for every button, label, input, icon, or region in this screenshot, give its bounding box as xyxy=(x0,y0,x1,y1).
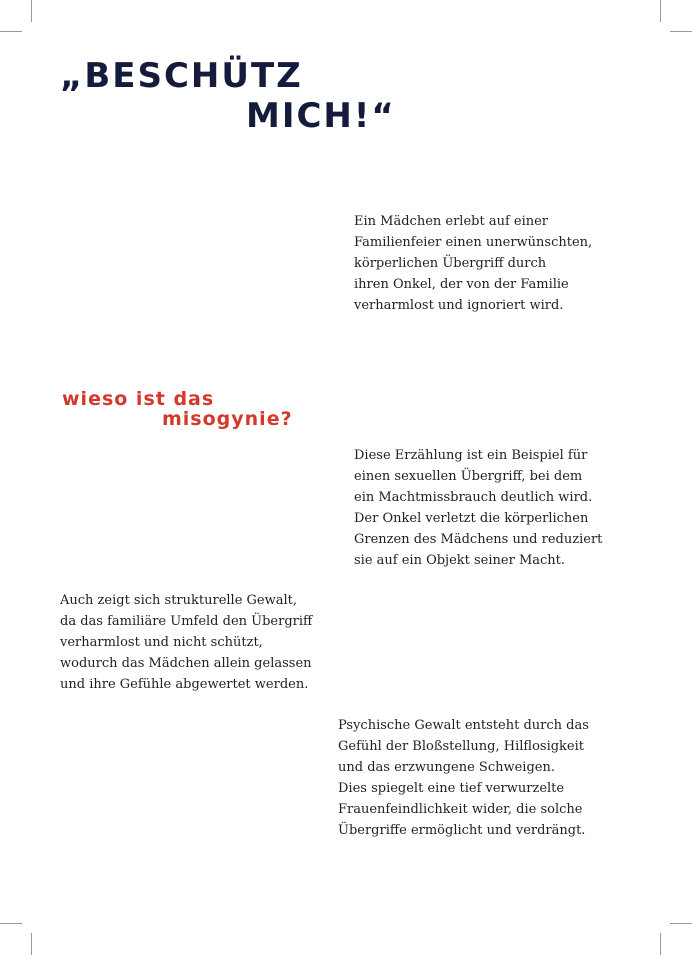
crop-mark-bottom-right-vertical xyxy=(660,933,661,955)
psychological-violence-paragraph: Psychische Gewalt entsteht durch das Gefühl der Bloßstellung, Hilflosigkeit und das erzwungene Schweigen. Dies spiegelt eine tief verwurzelte Frauenfeindlichkeit wider, die solche Übergriffe ermöglicht und verdrängt. xyxy=(338,718,589,838)
intro-paragraph: Ein Mädchen erlebt auf einer Familienfeier einen unerwünschten, körperlichen Übergriff durch ihren Onkel, der von der Familie verharmlost und ignoriert wird. xyxy=(354,214,593,313)
structural-violence-paragraph: Auch zeigt sich strukturelle Gewalt, da das familiäre Umfeld den Übergriff verharmlost und nicht schützt, wodurch das Mädchen allein gelassen und ihre Gefühle abgewertet werden. xyxy=(60,593,313,692)
page-title-line-2: MICH!“ xyxy=(246,96,396,136)
page-title-line-1: „BESCHÜTZ xyxy=(60,56,303,96)
crop-mark-bottom-left-vertical xyxy=(31,933,32,955)
crop-mark-top-left-vertical xyxy=(31,0,32,22)
crop-mark-top-right-horizontal xyxy=(670,31,692,32)
crop-mark-top-left-horizontal xyxy=(0,31,22,32)
section-heading xyxy=(62,389,293,429)
page-title xyxy=(60,56,396,136)
crop-mark-bottom-left-horizontal xyxy=(0,923,22,924)
section-heading-line-2: misogynie? xyxy=(162,408,293,430)
section-heading-line-1: wieso ist das xyxy=(62,388,215,410)
crop-mark-bottom-right-horizontal xyxy=(670,923,692,924)
crop-mark-top-right-vertical xyxy=(660,0,661,22)
sexual-assault-paragraph: Diese Erzählung ist ein Beispiel für einen sexuellen Übergriff, bei dem ein Machtmissbrauch deutlich wird. Der Onkel verletzt die körperlichen Grenzen des Mädchens und reduziert sie auf ein Objekt seiner Macht. xyxy=(354,448,603,568)
